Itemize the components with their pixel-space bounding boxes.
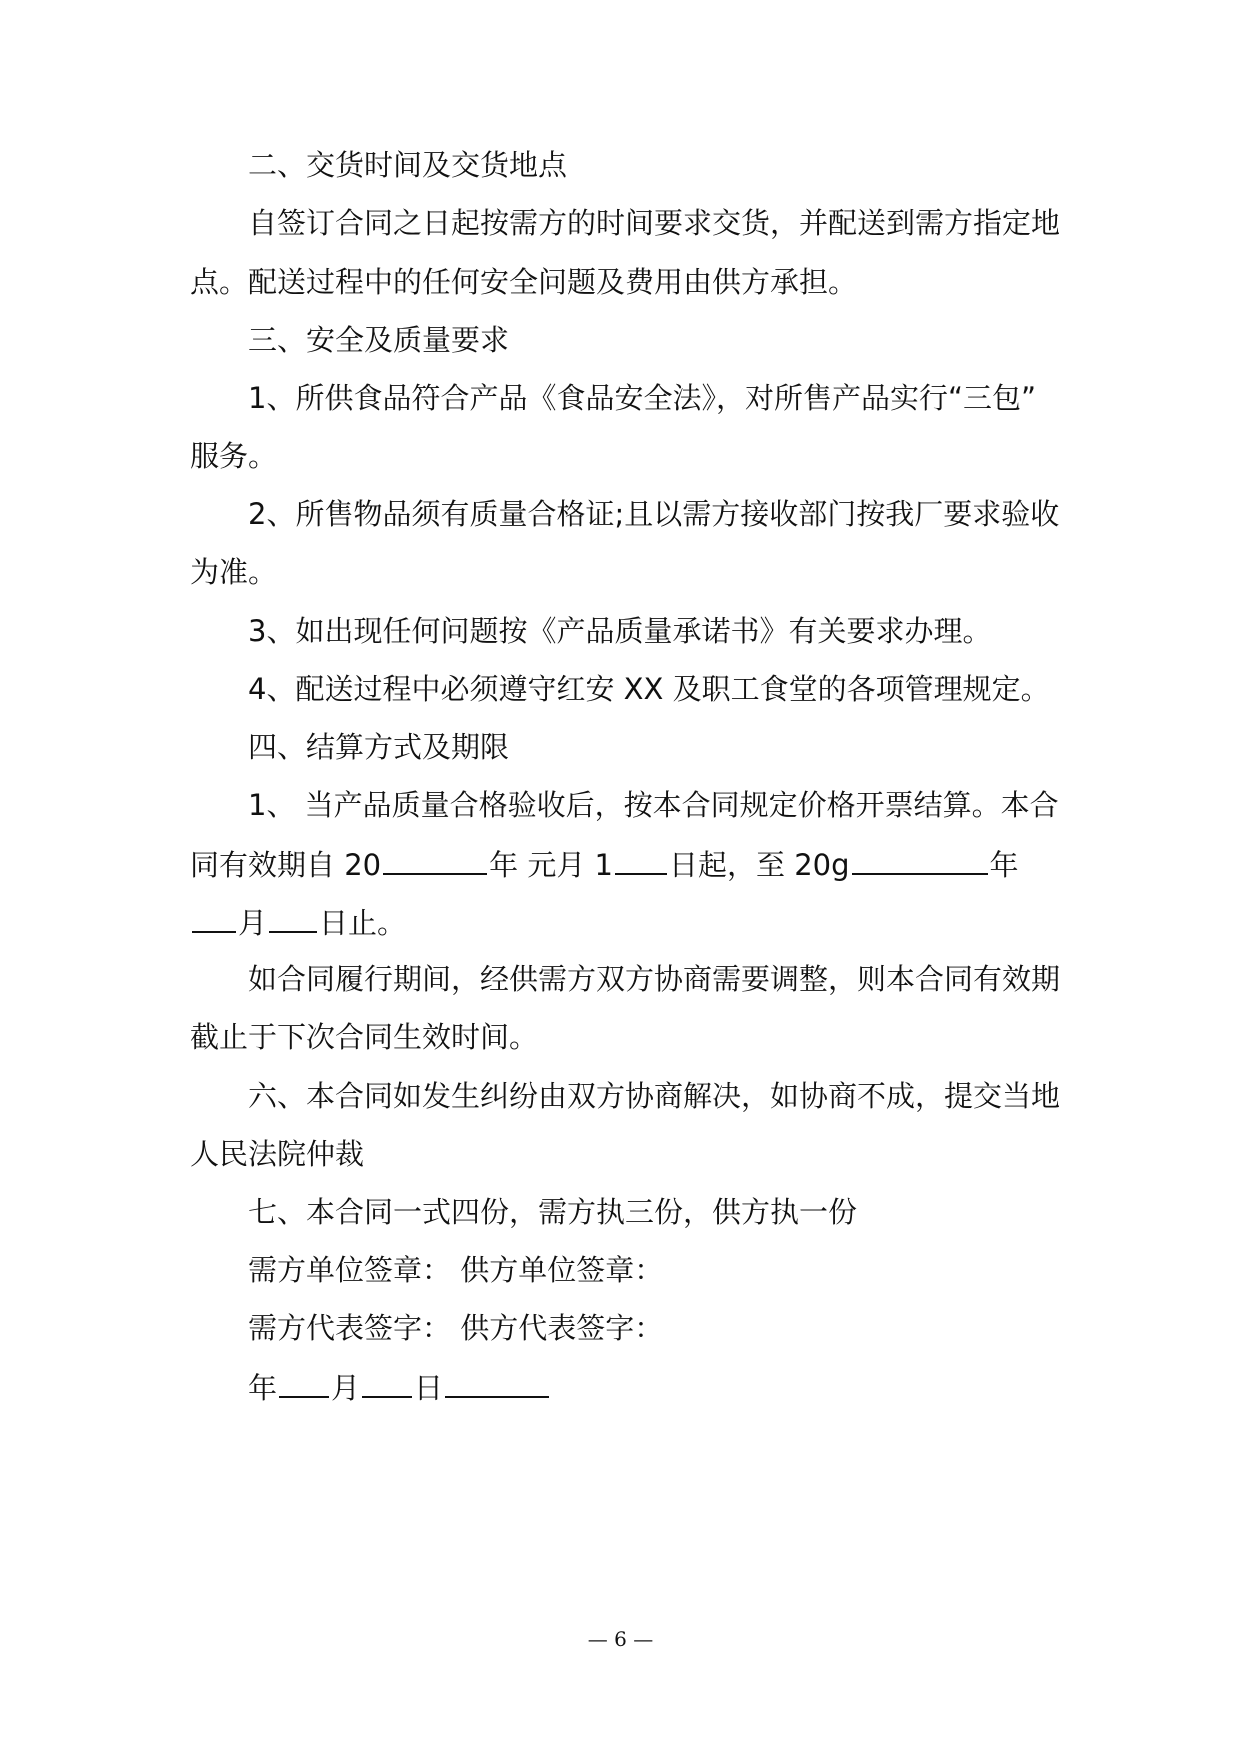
paragraph-line: 七、本合同一式四份，需方执三份，供方执一份 bbox=[248, 1195, 858, 1229]
paragraph-text: 日 bbox=[414, 1371, 444, 1405]
paragraph-line: 服务。 bbox=[190, 439, 278, 473]
signature-date-line bbox=[248, 1366, 1128, 1408]
paragraph-text: 同有效期自 20 bbox=[190, 848, 382, 882]
paragraph-text: 日起，至 20g bbox=[669, 848, 850, 882]
fill-in-blank bbox=[852, 843, 988, 875]
paragraph-line: 3、如出现任何问题按《产品质量承诺书》有关要求办理。 bbox=[248, 614, 992, 648]
signature-seal-line: 需方单位签章： 供方单位签章： bbox=[248, 1253, 664, 1287]
paragraph-line: 自签订合同之日起按需方的时间要求交货，并配送到需方指定地 bbox=[248, 206, 1061, 240]
fill-in-blank bbox=[615, 843, 667, 875]
paragraph-line: 1、所供食品符合产品《食品安全法》，对所售产品实行“三包” bbox=[248, 381, 1036, 415]
fill-in-blank bbox=[362, 1366, 412, 1398]
paragraph-line: 六、本合同如发生纠纷由双方协商解决，如协商不成，提交当地 bbox=[248, 1079, 1061, 1113]
paragraph-text: 月 bbox=[238, 906, 268, 940]
fill-in-blank bbox=[445, 1366, 549, 1398]
validity-end-line bbox=[190, 901, 1070, 943]
fill-in-blank bbox=[192, 901, 236, 933]
paragraph-line: 2、所售物品须有质量合格证;且以需方接收部门按我厂要求验收 bbox=[248, 497, 1060, 531]
paragraph-line: 截止于下次合同生效时间。 bbox=[190, 1020, 539, 1054]
section-heading-quality: 三、安全及质量要求 bbox=[248, 323, 510, 357]
paragraph-text: 月 bbox=[331, 1371, 361, 1405]
section-heading-settlement: 四、结算方式及期限 bbox=[248, 730, 510, 764]
paragraph-text: 年 bbox=[248, 1371, 278, 1405]
paragraph-text: 年 bbox=[989, 848, 1019, 882]
signature-representative-line: 需方代表签字： 供方代表签字： bbox=[248, 1311, 664, 1345]
paragraph-text: 日止。 bbox=[319, 906, 407, 940]
paragraph-text: 年 元月 1 bbox=[489, 848, 614, 882]
paragraph-line: 为准。 bbox=[190, 555, 278, 589]
section-heading-delivery: 二、交货时间及交货地点 bbox=[248, 148, 568, 182]
paragraph-line: 点。配送过程中的任何安全问题及费用由供方承担。 bbox=[190, 265, 858, 299]
validity-period-line bbox=[190, 843, 1070, 885]
paragraph-line: 如合同履行期间，经供需方双方协商需要调整，则本合同有效期 bbox=[248, 962, 1061, 996]
page-number: — 6 — bbox=[587, 1627, 654, 1651]
fill-in-blank bbox=[279, 1366, 329, 1398]
fill-in-blank bbox=[269, 901, 317, 933]
paragraph-line: 1、 当产品质量合格验收后，按本合同规定价格开票结算。本合 bbox=[248, 788, 1059, 822]
paragraph-line: 人民法院仲裁 bbox=[190, 1137, 365, 1171]
paragraph-line: 4、配送过程中必须遵守红安 XX 及职工食堂的各项管理规定。 bbox=[248, 672, 1050, 706]
fill-in-blank bbox=[383, 843, 487, 875]
